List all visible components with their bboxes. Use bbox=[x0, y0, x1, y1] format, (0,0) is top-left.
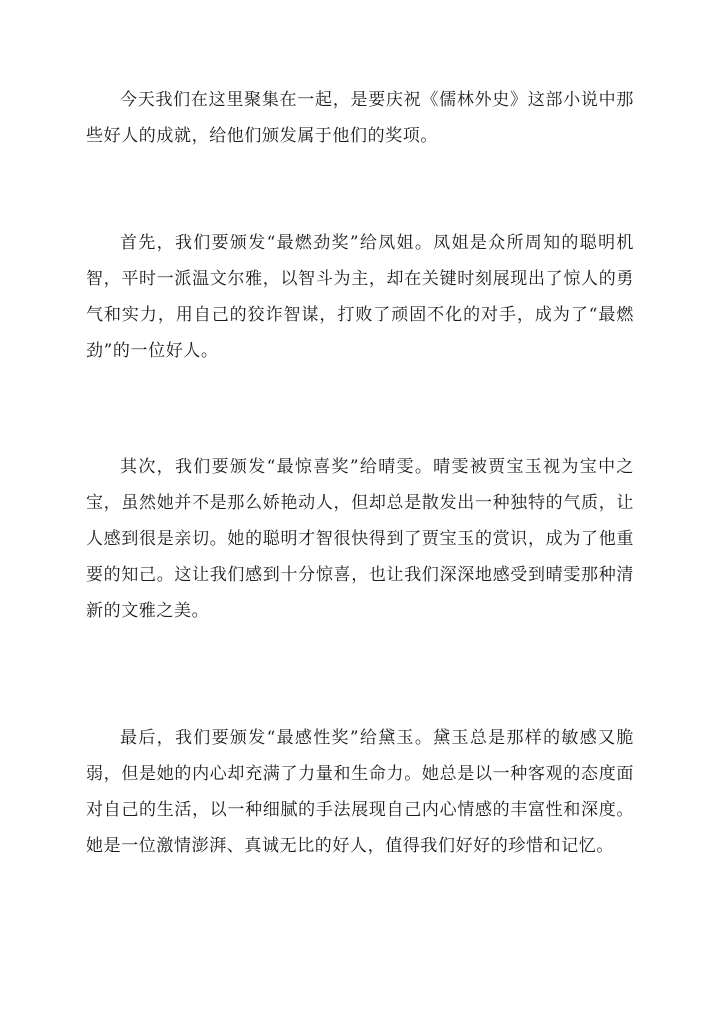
paragraph-fengjie-award: 首先，我们要颁发“最燃劲奖”给凤姐。凤姐是众所周知的聪明机智，平时一派温文尔雅，以智斗为主，却在关键时刻展现出了惊人的勇气和实力，用自己的狡诈智谋，打败了顽固不化的对手，成为了“最燃劲”的一位好人。 bbox=[86, 233, 634, 361]
paragraph-intro: 今天我们在这里聚集在一起，是要庆祝《儒林外史》这部小说中那些好人的成就，给他们颁发属于他们的奖项。 bbox=[86, 90, 634, 146]
paragraph-daiyu-award: 最后，我们要颁发“最感性奖”给黛玉。黛玉总是那样的敏感又脆弱，但是她的内心却充满了力量和生命力。她总是以一种客观的态度面对自己的生活，以一种细腻的手法展现自己内心情感的丰富性和深度。她是一位激情澎湃、真诚无比的好人，值得我们好好的珍惜和记忆。 bbox=[86, 728, 634, 856]
paragraph-qingwen-award: 其次，我们要颁发“最惊喜奖”给晴雯。晴雯被贾宝玉视为宝中之宝，虽然她并不是那么娇艳动人，但却总是散发出一种独特的气质，让人感到很是亲切。她的聪明才智很快得到了贾宝玉的赏识，成为了他重要的知己。这让我们感到十分惊喜，也让我们深深地感受到晴雯那种清新的文雅之美。 bbox=[86, 457, 634, 621]
